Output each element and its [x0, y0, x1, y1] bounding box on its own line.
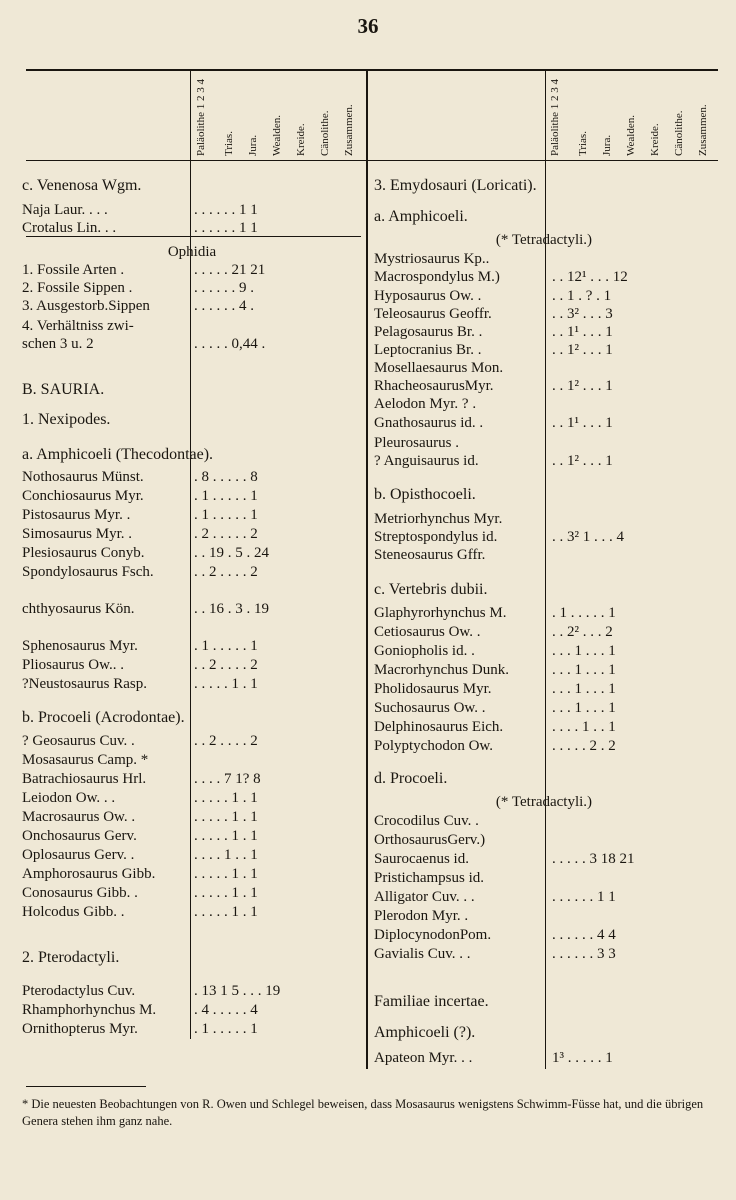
page-number: 36	[357, 14, 379, 38]
section-heading	[374, 176, 714, 195]
heading-text: c. Vertebris dubii.	[374, 581, 488, 598]
section-heading	[374, 485, 714, 504]
heading-text: 1. Nexipodes.	[22, 411, 111, 428]
table-row	[374, 907, 714, 926]
occurrence-counts: . 1 . . . . . 1	[552, 605, 616, 621]
section-heading	[22, 445, 362, 464]
genus-name: Sphenosaurus Myr.	[22, 638, 138, 654]
table-row	[374, 359, 714, 378]
section-heading	[22, 948, 362, 967]
table-row	[22, 751, 362, 770]
genus-name: Holcodus Gibb. .	[22, 904, 125, 920]
table-row	[374, 699, 714, 718]
occurrence-counts: . . . . . . 9 .	[194, 280, 254, 296]
table-row	[22, 637, 362, 656]
genus-name: Ornithopterus Myr.	[22, 1021, 138, 1037]
left-column-header	[246, 70, 260, 158]
genus-name: Polyptychodon Ow.	[374, 738, 494, 754]
table-row	[22, 468, 362, 487]
table-row	[22, 297, 362, 316]
header-rule	[26, 160, 718, 161]
occurrence-counts: . . . . . 0,44 .	[194, 336, 266, 352]
table-row	[22, 279, 362, 298]
table-row	[22, 317, 362, 336]
occurrence-counts: . . 12¹ . . . 12	[552, 269, 628, 285]
table-row	[22, 219, 362, 238]
table-row	[22, 525, 362, 544]
occurrence-counts: . . 2 . . . . 2	[194, 564, 258, 580]
occurrence-counts: . 2 . . . . . 2	[194, 526, 258, 542]
genus-name: Saurocaenus id.	[374, 851, 469, 867]
left-column-header	[194, 70, 208, 158]
section-heading	[22, 380, 362, 399]
table-row	[22, 846, 362, 865]
section-heading	[374, 992, 714, 1011]
occurrence-counts: . . 2 . . . . 2	[194, 657, 258, 673]
table-row	[22, 865, 362, 884]
table-row	[22, 487, 362, 506]
genus-name: Alligator Cuv. . .	[374, 889, 475, 905]
table-row	[22, 675, 362, 694]
genus-name: Spondylosaurus Fsch.	[22, 564, 154, 580]
footnote: * Die neuesten Beobachtungen von R. Owen und Schlegel beweisen, dass Mosasaurus wenigstens Schwimm-Füsse hat, und die übrigen Genera stehen ihm ganz nahe.	[22, 1097, 704, 1128]
genus-name: Mosasaurus Camp. *	[22, 752, 149, 768]
genus-name: Aelodon Myr. ? .	[374, 396, 477, 412]
genus-name: Crotalus Lin. . .	[22, 220, 117, 236]
column-header-label: Trias.	[577, 131, 589, 156]
table-row	[22, 808, 362, 827]
genus-name: Pistosaurus Myr. .	[22, 507, 131, 523]
right-column-header	[696, 70, 710, 158]
section-heading	[22, 176, 362, 195]
table-row	[374, 414, 714, 433]
column-header-label: Kreide.	[295, 123, 307, 156]
genus-name: Delphinosaurus Eich.	[374, 719, 504, 735]
table-row	[22, 261, 362, 280]
genus-name: Naja Laur. . . .	[22, 202, 108, 218]
section-heading	[374, 207, 714, 226]
column-header-label: Wealden.	[625, 115, 637, 156]
table-row	[374, 718, 714, 737]
heading-text: Ophidia	[167, 244, 217, 260]
occurrence-counts: . 1 . . . . . 1	[194, 507, 258, 523]
table-row	[374, 287, 714, 306]
table-row	[374, 737, 714, 756]
occurrence-counts: . . . 1 . . . 1	[552, 681, 616, 697]
table-row	[22, 563, 362, 582]
occurrence-counts: . . . . . . 1 1	[552, 889, 616, 905]
heading-text: (* Tetradactyli.)	[495, 232, 593, 248]
heading-text: b. Procoeli (Acrodontae).	[22, 709, 185, 726]
table-row	[22, 201, 362, 220]
table-row	[374, 341, 714, 360]
column-header-label: Jura.	[601, 134, 613, 156]
occurrence-counts: . . 1² . . . 1	[552, 378, 613, 394]
genus-name: Amphorosaurus Gibb.	[22, 866, 156, 882]
occurrence-counts: . . . . 1 . . 1	[552, 719, 616, 735]
genus-name: Onchosaurus Gerv.	[22, 828, 137, 844]
genus-name: Hyposaurus Ow. .	[374, 288, 482, 304]
table-row	[22, 1001, 362, 1020]
genus-name: ?Neustosaurus Rasp.	[22, 676, 147, 692]
genus-name: Plerodon Myr. .	[374, 908, 469, 924]
table-row	[374, 642, 714, 661]
section-caption	[374, 793, 714, 812]
heading-text: c. Venenosa Wgm.	[22, 177, 142, 194]
occurrence-counts: . . . . . 1 . 1	[194, 676, 258, 692]
table-row	[374, 452, 714, 471]
occurrence-counts: . . . . . . 4 .	[194, 298, 254, 314]
genus-name: RhacheosaurusMyr.	[374, 378, 494, 394]
occurrence-counts: . . . . 7 1? 8	[194, 771, 261, 787]
occurrence-counts: . . . . . . 1 1	[194, 202, 258, 218]
genus-name: schen 3 u. 2	[22, 336, 94, 352]
right-column-header	[576, 70, 590, 158]
table-row	[22, 884, 362, 903]
genus-name: Rhamphorhynchus M.	[22, 1002, 157, 1018]
table-row	[374, 510, 714, 529]
genus-name: Leptocranius Br. .	[374, 342, 482, 358]
table-row	[374, 377, 714, 396]
table-row	[22, 982, 362, 1001]
occurrence-counts: . . . . . 1 . 1	[194, 904, 258, 920]
section-caption	[22, 243, 362, 262]
genus-name: Nothosaurus Münst.	[22, 469, 144, 485]
occurrence-counts: . . 16 . 3 . 19	[194, 601, 269, 617]
genus-name: Glaphyrorhynchus M.	[374, 605, 507, 621]
occurrence-counts: . . . . . 1 . 1	[194, 828, 258, 844]
table-row	[22, 903, 362, 922]
table-row	[22, 600, 362, 619]
heading-text: a. Amphicoeli.	[374, 208, 468, 225]
genus-name: Goniopholis id. .	[374, 643, 475, 659]
table-row	[374, 623, 714, 642]
occurrence-counts: . . 2 . . . . 2	[194, 733, 258, 749]
heading-text: (* Tetradactyli.)	[495, 794, 593, 810]
table-row	[374, 434, 714, 453]
genus-name: Mosellaesaurus Mon.	[374, 360, 504, 376]
table-row	[374, 812, 714, 831]
section-heading	[374, 580, 714, 599]
genus-name: Mystriosaurus Kp..	[374, 251, 490, 267]
genus-name: 2. Fossile Sippen .	[22, 280, 133, 296]
occurrence-counts: . 1 . . . . . 1	[194, 1021, 258, 1037]
genus-name: Gavialis Cuv. . .	[374, 946, 471, 962]
column-header-label: Kreide.	[649, 123, 661, 156]
genus-name: 1. Fossile Arten .	[22, 262, 125, 278]
occurrence-counts: 1³ . . . . . 1	[552, 1050, 613, 1066]
occurrence-counts: . . . . . . 3 3	[552, 946, 616, 962]
table-row	[374, 926, 714, 945]
genus-name: Streptospondylus id.	[374, 529, 498, 545]
column-header-label: Paläolithe 1 2 3 4	[549, 79, 561, 156]
genus-name: Teleosaurus Geoffr.	[374, 306, 492, 322]
column-header-label: Wealden.	[271, 115, 283, 156]
genus-name: ? Geosaurus Cuv. .	[22, 733, 135, 749]
heading-text: 2. Pterodactyli.	[22, 949, 120, 966]
column-header-label: Zusammen.	[343, 104, 355, 156]
occurrence-counts: . . 1¹ . . . 1	[552, 415, 613, 431]
column-header-label: Cänolithe.	[673, 110, 685, 156]
genus-name: Pholidosaurus Myr.	[374, 681, 492, 697]
genus-name: Batrachiosaurus Hrl.	[22, 771, 147, 787]
right-column-header	[648, 70, 662, 158]
occurrence-counts: . . 1² . . . 1	[552, 453, 613, 469]
heading-text: d. Procoeli.	[374, 770, 448, 787]
section-heading	[22, 708, 362, 727]
left-column-header	[270, 70, 284, 158]
right-column-header	[600, 70, 614, 158]
column-header-label: Paläolithe 1 2 3 4	[195, 79, 207, 156]
occurrence-counts: . . 3² . . . 3	[552, 306, 613, 322]
heading-text: 3. Emydosauri (Loricati).	[374, 177, 537, 194]
occurrence-counts: . . 1 . ? . 1	[552, 288, 612, 304]
occurrence-counts: . . . 1 . . . 1	[552, 700, 616, 716]
table-row	[22, 789, 362, 808]
column-header-label: Cänolithe.	[319, 110, 331, 156]
table-row	[22, 335, 362, 354]
column-header-label: Zusammen.	[697, 104, 709, 156]
table-row	[22, 732, 362, 751]
left-column-header	[222, 70, 236, 158]
occurrence-counts: . . . . 1 . . 1	[194, 847, 258, 863]
occurrence-counts: . . . . . 21 21	[194, 262, 266, 278]
table-row	[374, 661, 714, 680]
table-row	[374, 305, 714, 324]
genus-name: Suchosaurus Ow. .	[374, 700, 486, 716]
column-header-label: Jura.	[247, 134, 259, 156]
genus-name: Pleurosaurus .	[374, 435, 459, 451]
genus-name: 3. Ausgestorb.Sippen	[22, 298, 150, 314]
heading-text: Familiae incertae.	[374, 993, 489, 1010]
genus-name: Simosaurus Myr. .	[22, 526, 133, 542]
occurrence-counts: . . 3² 1 . . . 4	[552, 529, 624, 545]
occurrence-counts: . 8 . . . . . 8	[194, 469, 258, 485]
heading-text: b. Opisthocoeli.	[374, 486, 476, 503]
table-row	[374, 528, 714, 547]
occurrence-counts: . . . . . 1 . 1	[194, 866, 258, 882]
genus-name: chthyosaurus Kön.	[22, 601, 135, 617]
genus-name: Pterodactylus Cuv.	[22, 983, 136, 999]
left-column-header	[342, 70, 356, 158]
genus-name: Macrospondylus M.)	[374, 269, 500, 285]
section-heading	[374, 769, 714, 788]
table-row	[22, 770, 362, 789]
genus-name: ? Anguisaurus id.	[374, 453, 479, 469]
table-row	[374, 831, 714, 850]
genus-name: Pristichampsus id.	[374, 870, 485, 886]
table-row	[22, 656, 362, 675]
occurrence-counts: . 13 1 5 . . . 19	[194, 983, 281, 999]
occurrence-counts: . 1 . . . . . 1	[194, 638, 258, 654]
genus-name: Macrosaurus Ow. .	[22, 809, 136, 825]
occurrence-counts: . 4 . . . . . 4	[194, 1002, 258, 1018]
top-rule	[26, 69, 718, 71]
heading-text: Amphicoeli (?).	[374, 1024, 476, 1041]
table-row	[22, 544, 362, 563]
occurrence-counts: . . 19 . 5 . 24	[194, 545, 269, 561]
genus-name: Pliosaurus Ow.. .	[22, 657, 124, 673]
genus-name: Apateon Myr. . .	[374, 1050, 473, 1066]
table-row	[374, 850, 714, 869]
column-header-label: Trias.	[223, 131, 235, 156]
footnote-rule	[26, 1086, 146, 1087]
genus-name: Conosaurus Gibb. .	[22, 885, 138, 901]
occurrence-counts: . . . 1 . . . 1	[552, 662, 616, 678]
table-row	[374, 604, 714, 623]
genus-name: Gnathosaurus id. .	[374, 415, 484, 431]
genus-name: DiplocynodonPom.	[374, 927, 492, 943]
occurrence-counts: . . . . . 1 . 1	[194, 790, 258, 806]
genus-name: Metriorhynchus Myr.	[374, 511, 503, 527]
genus-name: Pelagosaurus Br. .	[374, 324, 483, 340]
occurrence-counts: . . . . . 3 18 21	[552, 851, 635, 867]
occurrence-counts: . . . . . 1 . 1	[194, 809, 258, 825]
genus-name: Crocodilus Cuv. .	[374, 813, 479, 829]
section-heading	[374, 1023, 714, 1042]
occurrence-counts: . . . 1 . . . 1	[552, 643, 616, 659]
occurrence-counts: . . 1² . . . 1	[552, 342, 613, 358]
occurrence-counts: . . 2² . . . 2	[552, 624, 613, 640]
table-row	[22, 827, 362, 846]
table-row	[374, 395, 714, 414]
section-heading	[22, 410, 362, 429]
genus-name: Plesiosaurus Conyb.	[22, 545, 145, 561]
table-row	[374, 323, 714, 342]
table-row	[374, 268, 714, 287]
genus-name: Macrorhynchus Dunk.	[374, 662, 509, 678]
genus-name: 4. Verhältniss zwi-	[22, 318, 134, 334]
left-column-header	[294, 70, 308, 158]
occurrence-counts: . . 1¹ . . . 1	[552, 324, 613, 340]
left-column-header	[318, 70, 332, 158]
right-column-header	[672, 70, 686, 158]
occurrence-counts: . . . . . . 1 1	[194, 220, 258, 236]
right-column-header	[624, 70, 638, 158]
table-row	[374, 1049, 714, 1068]
table-row	[22, 1020, 362, 1039]
table-row	[374, 680, 714, 699]
right-column-header	[548, 70, 562, 158]
heading-text: B. SAURIA.	[22, 381, 105, 398]
genus-name: Cetiosaurus Ow. .	[374, 624, 481, 640]
genus-name: Oplosaurus Gerv. .	[22, 847, 135, 863]
section-caption	[374, 231, 714, 250]
occurrence-counts: . . . . . 2 . 2	[552, 738, 616, 754]
table-row	[374, 888, 714, 907]
genus-name: Conchiosaurus Myr.	[22, 488, 144, 504]
genus-name: Leiodon Ow. . .	[22, 790, 116, 806]
table-row	[374, 546, 714, 565]
genus-name: OrthosaurusGerv.)	[374, 832, 486, 848]
table-row	[22, 506, 362, 525]
occurrence-counts: . . . . . . 4 4	[552, 927, 616, 943]
column-divider	[366, 69, 368, 1069]
table-row	[374, 250, 714, 269]
occurrence-counts: . 1 . . . . . 1	[194, 488, 258, 504]
genus-name: Steneosaurus Gffr.	[374, 547, 486, 563]
table-row	[374, 869, 714, 888]
heading-text: a. Amphicoeli (Thecodontae).	[22, 446, 214, 463]
occurrence-counts: . . . . . 1 . 1	[194, 885, 258, 901]
table-row	[374, 945, 714, 964]
